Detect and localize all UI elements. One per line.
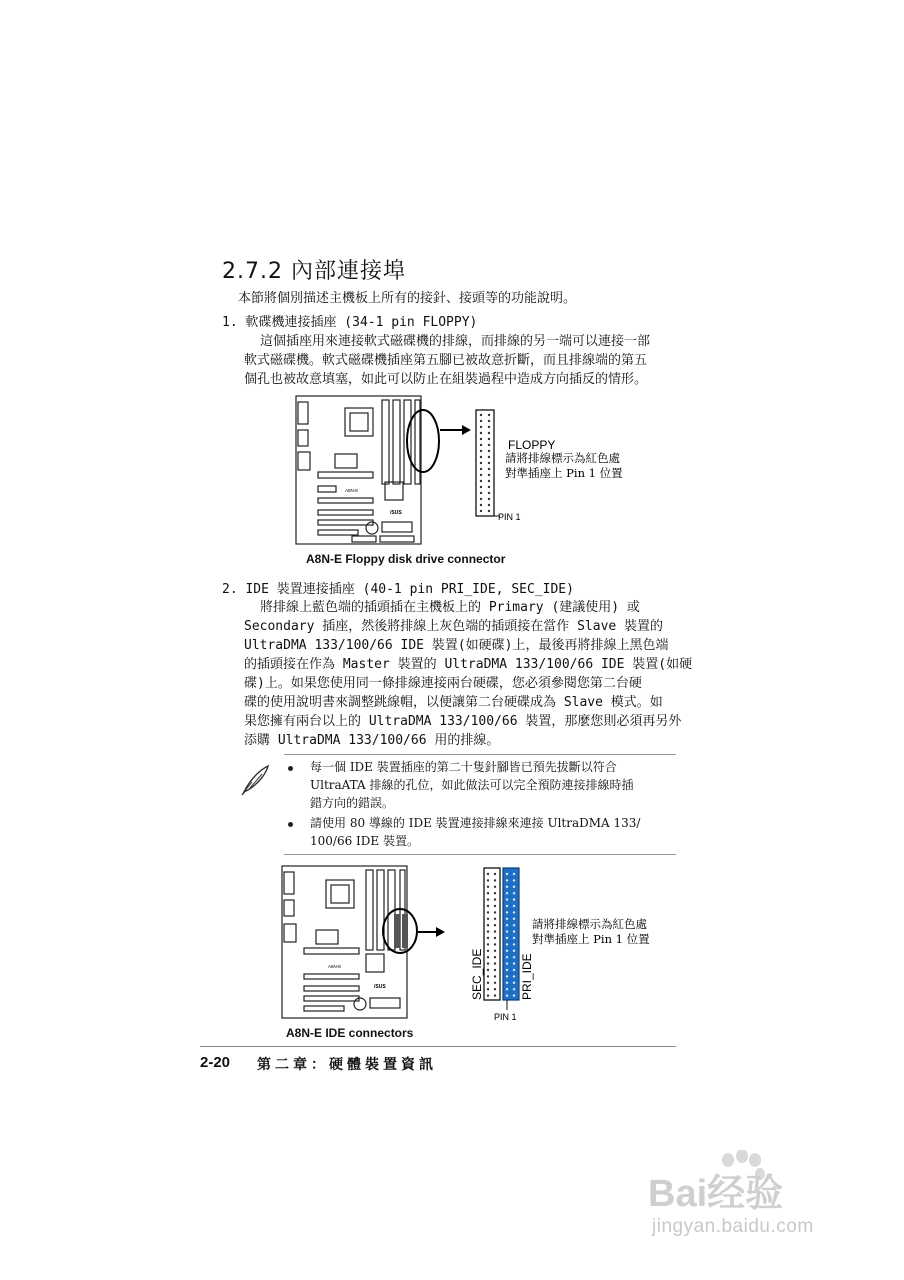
ide-line: 的插頭接在作為 Master 裝置的 UltraDMA 133/100/66 IDE 裝置(如硬 (244, 657, 693, 672)
connector-pin (488, 486, 490, 488)
section-intro: 本節將個別描述主機板上所有的接針、接頭等的功能說明。 (238, 291, 577, 306)
connector-pin (480, 480, 482, 482)
connector-pin (513, 943, 515, 945)
connector-pin (480, 474, 482, 476)
ide-line: Secondary 插座，然後將排線上灰色端的插頭接在當作 Slave 裝置的 (244, 619, 664, 634)
connector-pin (487, 905, 489, 907)
floppy-pins (480, 414, 490, 512)
connector-pin (488, 474, 490, 476)
floppy-caption: A8N-E Floppy disk drive connector (306, 552, 506, 566)
connector-pin (494, 988, 496, 990)
floppy-label: FLOPPY (508, 438, 556, 452)
connector-pin (480, 462, 482, 464)
floppy-note-line1: 請將排線標示為紅色處 (505, 451, 620, 465)
floppy-diagram (290, 394, 650, 554)
connector-pin (513, 892, 515, 894)
connector-pin (513, 982, 515, 984)
ide-note-line2: 對準插座上 Pin 1 位置 (532, 932, 650, 946)
connector-pin (488, 432, 490, 434)
watermark-url: jingyan.baidu.com (652, 1216, 814, 1237)
ide-paragraph (244, 598, 692, 750)
pointer-arrow-head (462, 425, 471, 435)
connector-pin (513, 911, 515, 913)
connector-pin (480, 444, 482, 446)
connector-pin (487, 898, 489, 900)
connector-pin (513, 873, 515, 875)
tip-1-line: 每一個 IDE 裝置插座的第二十隻針腳皆已預先拔斷以符合 (310, 760, 617, 774)
connector-pin (494, 924, 496, 926)
ide-line: 果您擁有兩台以上的 UltraDMA 133/100/66 裝置，那麼您則必須再另外 (244, 714, 682, 729)
connector-pin (480, 432, 482, 434)
connector-pin (506, 886, 508, 888)
motherboard-outline (296, 396, 421, 544)
connector-pin (506, 905, 508, 907)
ide-header-on-board (394, 914, 400, 948)
floppy-title: 1. 軟碟機連接插座 (34-1 pin FLOPPY) (222, 315, 478, 330)
connector-pin (487, 918, 489, 920)
connector-pin (480, 450, 482, 452)
connector-pin (488, 414, 490, 416)
sec-ide-label: SEC_IDE (470, 948, 484, 1000)
connector-pin (487, 950, 489, 952)
tip-bullet (288, 766, 293, 771)
connector-pin (488, 480, 490, 482)
connector-pin (494, 911, 496, 913)
connector-pin (488, 426, 490, 428)
connector-pin (494, 962, 496, 964)
floppy-line: 個孔也被故意填塞，如此可以防止在組裝過程中造成方向插反的情形。 (244, 372, 648, 387)
connector-pin (513, 879, 515, 881)
floppy-line: 軟式磁碟機。軟式磁碟機插座第五腳已被故意折斷，而且排線端的第五 (244, 353, 648, 368)
connector-pin (487, 982, 489, 984)
connector-pin (513, 924, 515, 926)
connector-pin (513, 937, 515, 939)
ide-line: 碟的使用說明書來調整跳線帽，以便讓第二台硬碟成為 Slave 模式。如 (244, 695, 663, 710)
connector-pin (488, 468, 490, 470)
sec-ide-connector (484, 868, 500, 1000)
note-top-rule (284, 754, 676, 755)
tip-bullet (288, 822, 293, 827)
connector-pin (480, 492, 482, 494)
connector-pin (506, 975, 508, 977)
connector-pin (488, 492, 490, 494)
connector-pin (506, 994, 508, 996)
connector-pin (480, 486, 482, 488)
connector-pin (494, 898, 496, 900)
page-number: 2-20 (200, 1054, 231, 1071)
highlight-circle (407, 410, 439, 472)
connector-pin (494, 969, 496, 971)
connector-pin (506, 918, 508, 920)
connector-pin (488, 456, 490, 458)
connector-pin (487, 975, 489, 977)
connector-pin (513, 950, 515, 952)
connector-pin (506, 969, 508, 971)
note-bottom-rule (284, 854, 676, 855)
connector-pin (494, 886, 496, 888)
connector-pin (506, 943, 508, 945)
tip-1-line: UltraATA 排線的孔位，如此做法可以完全預防連接排線時插 (310, 778, 634, 792)
connector-pin (506, 930, 508, 932)
connector-pin (513, 969, 515, 971)
ide-header-on-board (402, 914, 408, 948)
connector-pin (487, 994, 489, 996)
connector-pin (494, 873, 496, 875)
ide-title: 2. IDE 裝置連接插座 (40-1 pin PRI_IDE, SEC_IDE) (222, 582, 574, 597)
connector-pin (494, 937, 496, 939)
connector-pin (494, 879, 496, 881)
connector-pin (487, 911, 489, 913)
connector-pin (494, 943, 496, 945)
tip-2 (310, 814, 640, 850)
connector-pin (487, 956, 489, 958)
connector-pin (494, 982, 496, 984)
tip-2-line: 100/66 IDE 裝置。 (310, 834, 419, 848)
ide-line: 添購 UltraDMA 133/100/66 用的排線。 (244, 733, 500, 748)
chapter-title: 第二章：硬體裝置資訊 (257, 1057, 437, 1073)
connector-pin (494, 975, 496, 977)
connector-pin (487, 962, 489, 964)
footer-rule (200, 1046, 676, 1047)
connector-pin (506, 950, 508, 952)
connector-pin (480, 420, 482, 422)
connector-pin (494, 950, 496, 952)
pri-ide-connector (503, 868, 519, 1000)
floppy-line: 這個插座用來連接軟式磁碟機的排線，而排線的另一端可以連接一部 (260, 334, 651, 349)
pin1-label: PIN 1 (494, 1012, 517, 1022)
connector-pin (513, 994, 515, 996)
baidu-watermark-logo (648, 1150, 848, 1214)
connector-pin (488, 462, 490, 464)
tip-1 (310, 758, 634, 812)
ide-caption: A8N-E IDE connectors (286, 1026, 414, 1040)
connector-pin (506, 982, 508, 984)
connector-pin (506, 892, 508, 894)
connector-pin (513, 905, 515, 907)
connector-pin (506, 937, 508, 939)
connector-pin (513, 975, 515, 977)
connector-pin (487, 937, 489, 939)
connector-pin (488, 438, 490, 440)
connector-pin (506, 956, 508, 958)
connector-pin (488, 420, 490, 422)
connector-pin (480, 426, 482, 428)
connector-pin (506, 988, 508, 990)
board-logo: /SUS (390, 510, 402, 516)
floppy-note-line2: 對準插座上 Pin 1 位置 (505, 466, 623, 480)
connector-pin (480, 456, 482, 458)
connector-pin (480, 414, 482, 416)
board-label: A8N-E (345, 488, 359, 493)
connector-pin (487, 873, 489, 875)
connector-pin (513, 956, 515, 958)
connector-pin (494, 956, 496, 958)
connector-pin (513, 898, 515, 900)
connector-pin (487, 924, 489, 926)
watermark-brand: Bai经验 (648, 1173, 784, 1214)
connector-pin (480, 438, 482, 440)
board-label: A8N-E (328, 964, 342, 969)
motherboard-outline (282, 866, 407, 1018)
tip-1-line: 錯方向的錯誤。 (310, 796, 395, 810)
connector-pin (487, 879, 489, 881)
pen-note-icon (238, 762, 274, 798)
connector-pin (506, 898, 508, 900)
board-logo: /SUS (374, 984, 386, 990)
connector-pin (480, 504, 482, 506)
connector-pin (480, 510, 482, 512)
connector-pin (488, 510, 490, 512)
ide-note-line1: 請將排線標示為紅色處 (532, 917, 647, 931)
pin1-label: PIN 1 (498, 512, 521, 522)
connector-pin (506, 962, 508, 964)
connector-pin (494, 918, 496, 920)
connector-pin (513, 930, 515, 932)
connector-pin (480, 498, 482, 500)
ide-diagram (276, 864, 676, 1026)
floppy-connector (476, 410, 494, 516)
connector-pin (494, 892, 496, 894)
pointer-arrow-head (436, 927, 445, 937)
ide-line: 碟)上。如果您使用同一條排線連接兩台硬碟，您必須參閱您第二台硬 (244, 676, 642, 691)
connector-pin (506, 924, 508, 926)
connector-pin (494, 930, 496, 932)
connector-pin (513, 988, 515, 990)
section-heading: 2.7.2 內部連接埠 (222, 259, 406, 284)
connector-pin (487, 886, 489, 888)
ide-line: UltraDMA 133/100/66 IDE 裝置(如硬碟)上，最後再將排線上黑色端 (244, 638, 669, 653)
connector-pin (513, 918, 515, 920)
connector-pin (506, 873, 508, 875)
connector-pin (487, 988, 489, 990)
connector-pin (487, 969, 489, 971)
connector-pin (513, 886, 515, 888)
connector-pin (494, 905, 496, 907)
floppy-paragraph (244, 332, 650, 389)
connector-pin (488, 498, 490, 500)
connector-pin (513, 962, 515, 964)
connector-pin (487, 930, 489, 932)
connector-pin (488, 450, 490, 452)
connector-pin (488, 444, 490, 446)
connector-pin (506, 879, 508, 881)
pri-ide-label: PRI_IDE (520, 953, 534, 1000)
connector-pin (506, 911, 508, 913)
connector-pin (487, 943, 489, 945)
tip-2-line: 請使用 80 導線的 IDE 裝置連接排線來連接 UltraDMA 133/ (310, 816, 641, 830)
connector-pin (480, 468, 482, 470)
connector-pin (488, 504, 490, 506)
connector-pin (487, 892, 489, 894)
ide-line: 將排線上藍色端的插頭插在主機板上的 Primary (建議使用) 或 (260, 600, 640, 615)
connector-pin (494, 994, 496, 996)
